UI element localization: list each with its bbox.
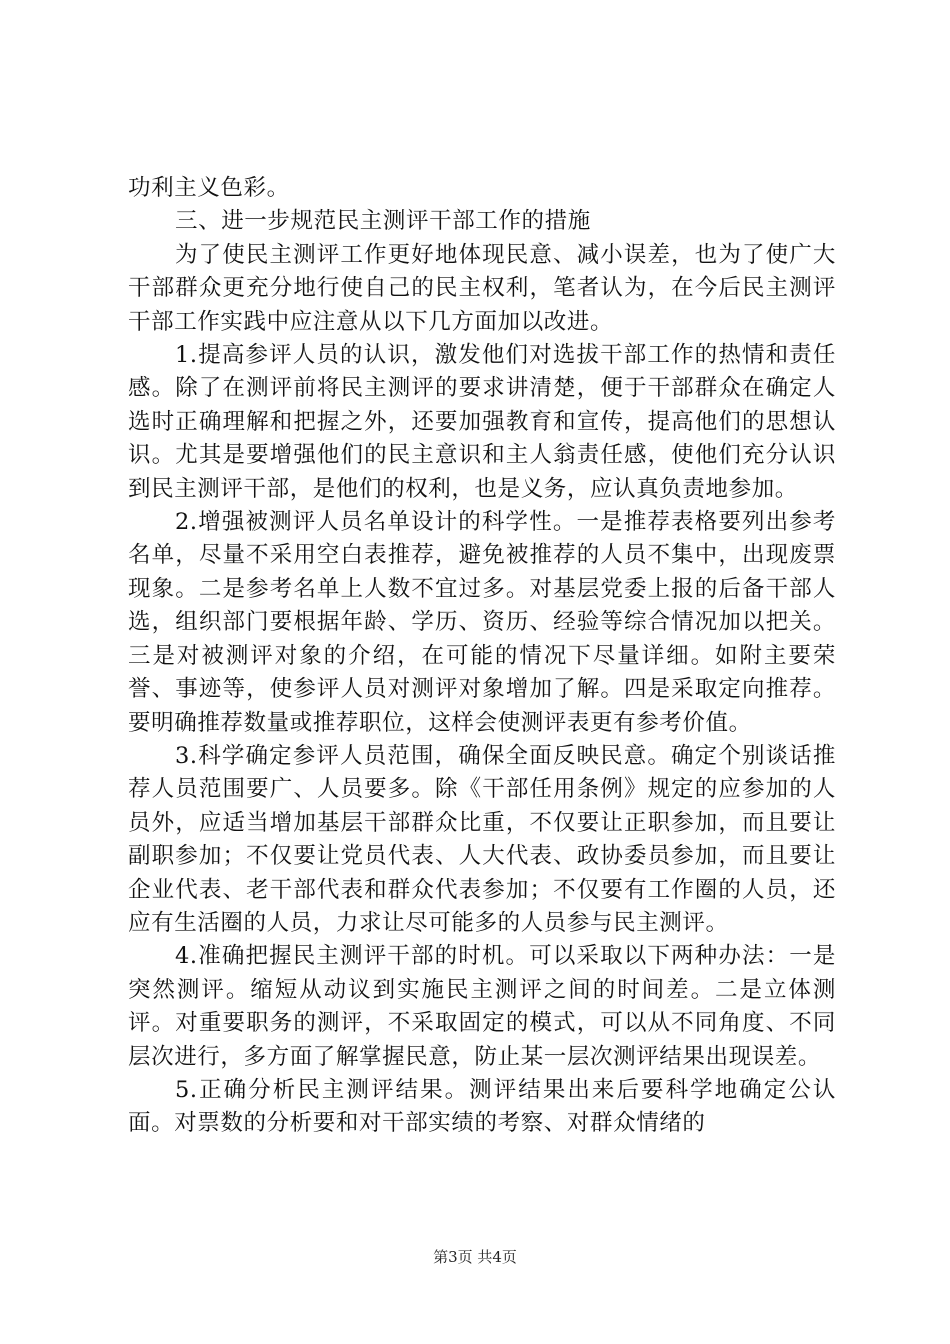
- paragraph-continuation: 功利主义色彩。: [128, 175, 290, 201]
- paragraph-item-1: 1.提高参评人员的认识，激发他们对选拔干部工作的热情和责任感。除了在测评前将民主测评的要求讲清楚，便于干部群众在确定人选时正确理解和把握之外，还要加强教育和宣传，提高他们的思想认识。尤其是要增强他们的民主意识和主人翁责任感，使他们充分认识到民主测评干部，是他们的权利，也是义务，应认真负责地参加。: [128, 342, 836, 502]
- paragraph-item-2: 2.增强被测评人员名单设计的科学性。一是推荐表格要列出参考名单，尽量不采用空白表推荐，避免被推荐的人员不集中，出现废票现象。二是参考名单上人数不宜过多。对基层党委上报的后备干部人选，组织部门要根据年龄、学历、资历、经验等综合情况加以把关。三是对被测评对象的介绍，在可能的情况下尽量详细。如附主要荣誉、事迹等，使参评人员对测评对象增加了解。四是采取定向推荐。要明确推荐数量或推荐职位，这样会使测评表更有参考价值。: [128, 509, 836, 736]
- paragraph-item-4: 4.准确把握民主测评干部的时机。可以采取以下两种办法：一是突然测评。缩短从动议到实施民主测评之间的时间差。二是立体测评。对重要职务的测评，不采取固定的模式，可以从不同角度、不同层次进行，多方面了解掌握民意，防止某一层次测评结果出现误差。: [128, 943, 836, 1070]
- document-body: [128, 172, 836, 1141]
- section-heading: 三、进一步规范民主测评干部工作的措施: [175, 208, 591, 235]
- paragraph-intro: 为了使民主测评工作更好地体现民意、减小误差，也为了使广大干部群众更充分地行使自己的民主权利，笔者认为，在今后民主测评干部工作实践中应注意从以下几方面加以改进。: [128, 241, 836, 335]
- paragraph-item-3: 3.科学确定参评人员范围，确保全面反映民意。确定个别谈话推荐人员范围要广、人员要多。除《干部任用条例》规定的应参加的人员外，应适当增加基层干部群众比重，不仅要让正职参加，而且要让副职参加；不仅要让党员代表、人大代表、政协委员参加，而且要让企业代表、老干部代表和群众代表参加；不仅要有工作圈的人员，还应有生活圈的人员，力求让尽可能多的人员参与民主测评。: [128, 742, 836, 936]
- paragraph-item-5: 5.正确分析民主测评结果。测评结果出来后要科学地确定公认面。对票数的分析要和对干部实绩的考察、对群众情绪的: [128, 1076, 836, 1137]
- page-number-footer: 第3页 共4页: [433, 1248, 517, 1266]
